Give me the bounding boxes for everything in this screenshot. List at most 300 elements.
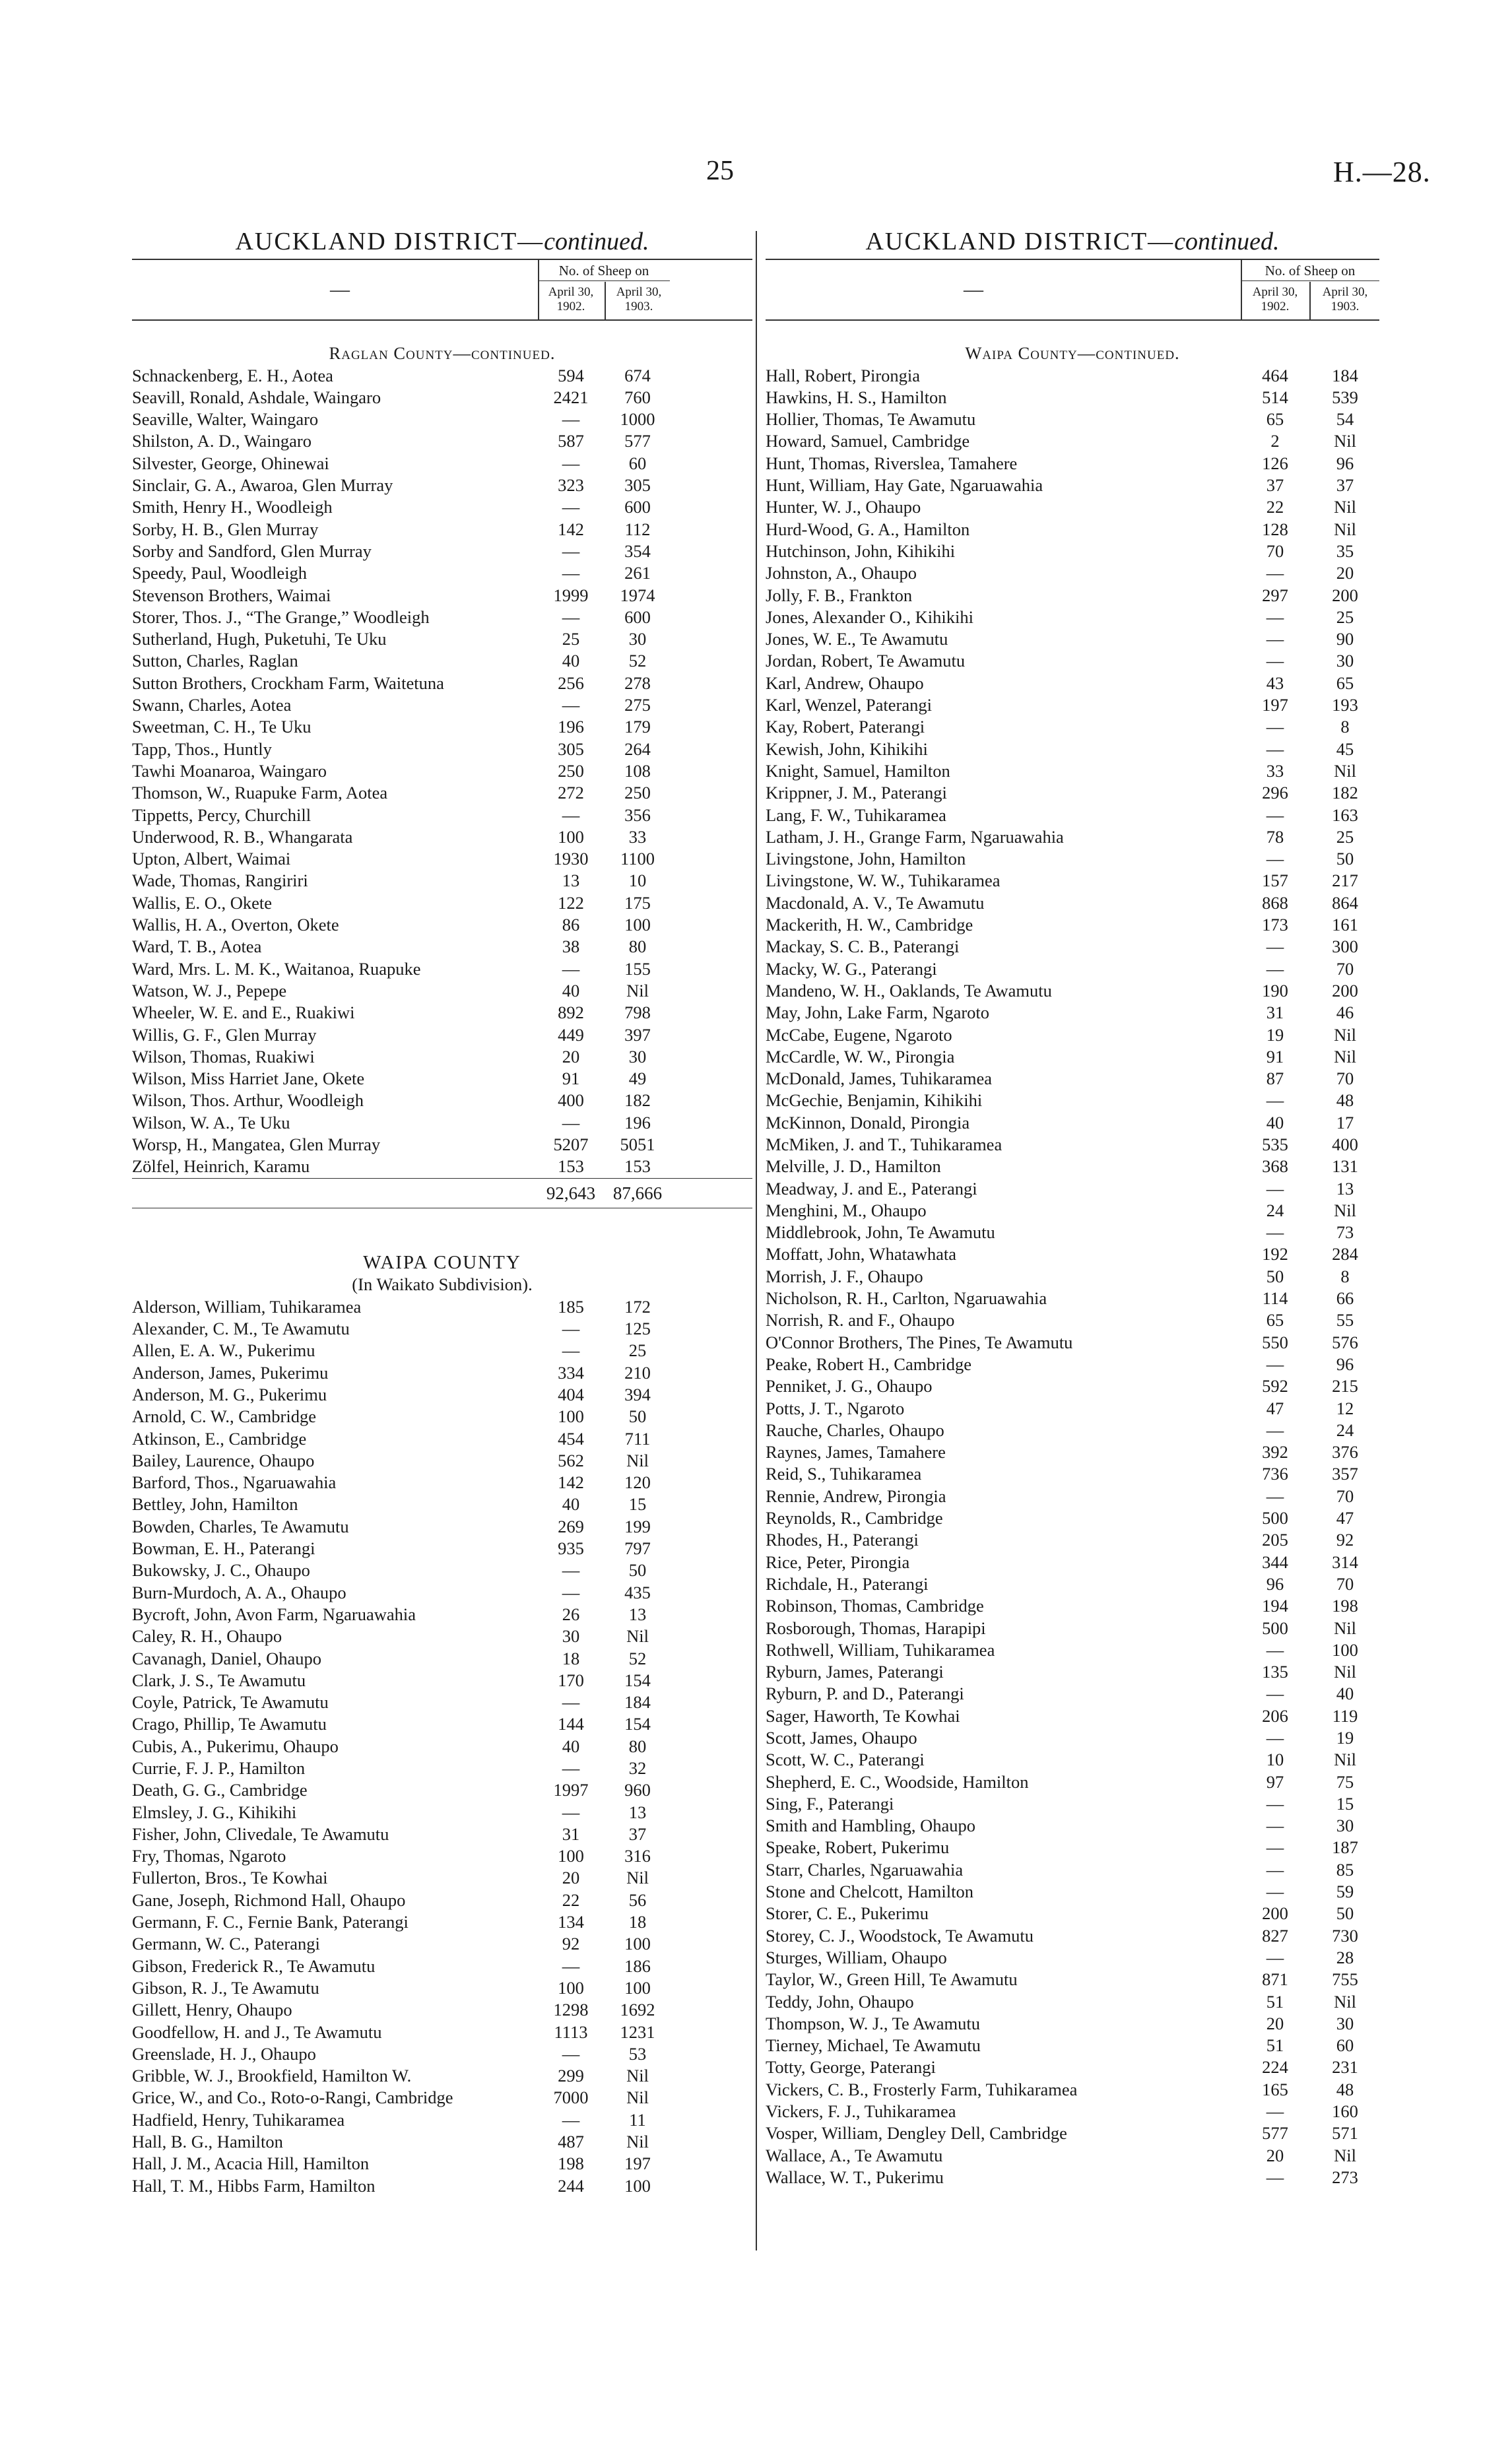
owner-name: Macky, W. G., Paterangi xyxy=(766,958,937,979)
sheep-1903: 197 xyxy=(624,2153,651,2174)
owner-name: Sutton Brothers, Crockham Farm, Waitetuna xyxy=(132,673,444,693)
sheep-1902: — xyxy=(562,541,580,561)
table-row xyxy=(132,1867,752,1889)
sheep-1903: Nil xyxy=(626,2132,649,2152)
owner-name: Moffatt, John, Whatawhata xyxy=(766,1244,956,1264)
owner-name: Hollier, Thomas, Te Awamutu xyxy=(766,409,976,430)
sheep-1903: Nil xyxy=(1334,1200,1356,1220)
sheep-1903: 161 xyxy=(1332,915,1358,935)
sheep-1903: 154 xyxy=(624,1670,651,1690)
left-header-1903: April 30, 1903. xyxy=(616,285,662,313)
owner-name: Wilson, Miss Harriet Jane, Okete xyxy=(132,1068,365,1089)
sheep-1903: 55 xyxy=(1336,1310,1354,1330)
sheep-1902: 535 xyxy=(1262,1134,1288,1154)
sheep-1902: 13 xyxy=(562,870,580,891)
owner-name: Potts, J. T., Ngaroto xyxy=(766,1398,905,1418)
sheep-1903: 119 xyxy=(1332,1705,1358,1726)
owner-name: Swann, Charles, Aotea xyxy=(132,695,292,715)
owner-name: Rennie, Andrew, Pirongia xyxy=(766,1486,946,1506)
table-row xyxy=(766,1222,1379,1243)
owner-name: Hunt, Thomas, Riverslea, Tamahere xyxy=(766,453,1018,473)
table-row xyxy=(132,1582,752,1604)
sheep-1903: 85 xyxy=(1336,1859,1354,1880)
table-row xyxy=(132,1134,752,1156)
table-row xyxy=(766,1618,1379,1639)
owner-name: Barford, Thos., Ngaruawahia xyxy=(132,1472,337,1493)
sheep-1903: Nil xyxy=(1334,1662,1356,1682)
owner-name: McGechie, Benjamin, Kihikihi xyxy=(766,1090,983,1111)
table-row xyxy=(132,1757,752,1779)
sheep-1903: 376 xyxy=(1332,1442,1358,1462)
table-row xyxy=(132,2175,752,2197)
table-row xyxy=(132,936,752,958)
table-row xyxy=(766,2013,1379,2035)
table-row xyxy=(132,628,752,650)
sheep-1902: 100 xyxy=(558,1846,584,1866)
table-row xyxy=(766,936,1379,958)
right-header-dash: — xyxy=(964,279,983,300)
table-row xyxy=(132,1046,752,1068)
owner-name: Reid, S., Tuhikaramea xyxy=(766,1464,922,1484)
table-row xyxy=(766,650,1379,672)
owner-name: Hurd-Wood, G. A., Hamilton xyxy=(766,519,970,539)
table-row xyxy=(132,1604,752,1626)
owner-name: Fisher, John, Clivedale, Te Awamutu xyxy=(132,1823,389,1844)
owner-name: Shilston, A. D., Waingaro xyxy=(132,431,312,451)
sheep-1902: 500 xyxy=(1262,1618,1288,1638)
owner-name: Ward, Mrs. L. M. K., Waitanoa, Ruapuke xyxy=(132,958,421,979)
sheep-1902: 2 xyxy=(1270,431,1280,451)
sheep-1903: 48 xyxy=(1336,2079,1354,2099)
owner-name: Hall, B. G., Hamilton xyxy=(132,2132,283,2152)
sheep-1903: 52 xyxy=(628,651,647,671)
table-row xyxy=(766,1837,1379,1858)
sheep-1902: 65 xyxy=(1266,409,1284,430)
sheep-1903: 397 xyxy=(624,1024,651,1045)
sheep-1902: — xyxy=(562,695,580,715)
sheep-1902: 297 xyxy=(1262,585,1288,605)
left-header-1902: April 30, 1902. xyxy=(548,285,594,313)
sheep-1902: — xyxy=(562,607,580,627)
owner-name: McKinnon, Donald, Pirongia xyxy=(766,1112,970,1133)
table-row xyxy=(132,519,752,541)
sheep-1903: 59 xyxy=(1336,1882,1354,1902)
sheep-1903: 200 xyxy=(1332,980,1358,1001)
sheep-1903: 11 xyxy=(629,2109,646,2130)
sheep-1903: Nil xyxy=(626,1868,649,1888)
sheep-1902: 31 xyxy=(562,1823,580,1844)
owner-name: Hawkins, H. S., Hamilton xyxy=(766,387,947,407)
owner-name: Karl, Wenzel, Paterangi xyxy=(766,695,932,715)
table-row xyxy=(766,760,1379,782)
table-row xyxy=(132,650,752,672)
sheep-1902: 91 xyxy=(1266,1046,1284,1067)
owner-name: Norrish, R. and F., Ohaupo xyxy=(766,1310,955,1330)
owner-name: Richdale, H., Paterangi xyxy=(766,1573,929,1594)
sheep-1903: 90 xyxy=(1336,629,1354,649)
sheep-1903: 571 xyxy=(1332,2123,1358,2144)
sheep-1902: 20 xyxy=(1266,2145,1284,2165)
sheep-1902: — xyxy=(1266,958,1284,979)
sheep-1903: 45 xyxy=(1336,739,1354,759)
sheep-1902: 40 xyxy=(562,1736,580,1756)
sheep-1903: 250 xyxy=(624,783,651,803)
sheep-1902: — xyxy=(562,1758,580,1778)
sheep-1903: 199 xyxy=(624,1516,651,1536)
table-row xyxy=(132,848,752,870)
owner-name: Gibson, R. J., Te Awamutu xyxy=(132,1977,319,1998)
sheep-1903: 1000 xyxy=(620,409,655,430)
table-row xyxy=(766,453,1379,475)
table-row xyxy=(132,2131,752,2153)
owner-name: Death, G. G., Cambridge xyxy=(132,1780,308,1800)
owner-name: Thomson, W., Ruapuke Farm, Aotea xyxy=(132,783,388,803)
sheep-1902: 514 xyxy=(1262,387,1288,407)
owner-name: Livingstone, W. W., Tuhikaramea xyxy=(766,870,1001,891)
left-table-header xyxy=(132,259,752,321)
column-divider xyxy=(756,231,757,2250)
sheep-1902: 587 xyxy=(558,431,584,451)
left-rows-raglan xyxy=(132,365,752,1178)
owner-name: Speake, Robert, Pukerimu xyxy=(766,1837,950,1858)
owner-name: Wheeler, W. E. and E., Ruakiwi xyxy=(132,1002,355,1023)
sheep-1902: 935 xyxy=(558,1538,584,1559)
sheep-1903: 305 xyxy=(624,475,651,496)
table-row xyxy=(132,475,752,496)
table-row xyxy=(766,1815,1379,1837)
owner-name: Stevenson Brothers, Waimai xyxy=(132,585,331,605)
sheep-1903: Nil xyxy=(626,1626,649,1647)
sheep-1903: 356 xyxy=(624,805,651,825)
sheep-1902: 185 xyxy=(558,1296,584,1317)
sheep-1902: — xyxy=(1266,1837,1284,1858)
sheep-1902: 5207 xyxy=(553,1134,589,1154)
sheep-1903: 52 xyxy=(628,1648,647,1668)
owner-name: Totty, George, Paterangi xyxy=(766,2057,936,2078)
owner-name: Vickers, C. B., Frosterly Farm, Tuhikaramea xyxy=(766,2079,1078,2099)
sheep-1902: 78 xyxy=(1266,826,1284,847)
table-row xyxy=(766,980,1379,1002)
owner-name: Wallis, E. O., Okete xyxy=(132,892,273,913)
sheep-1902: 250 xyxy=(558,760,584,781)
sheep-1903: 60 xyxy=(1336,2035,1354,2056)
sheep-1902: — xyxy=(1266,2101,1284,2122)
owner-name: Wallace, W. T., Pukerimu xyxy=(766,2167,944,2187)
table-row xyxy=(132,1112,752,1134)
table-row xyxy=(132,1626,752,1647)
owner-name: Wilson, Thos. Arthur, Woodleigh xyxy=(132,1090,364,1111)
sheep-1902: 449 xyxy=(558,1024,584,1045)
table-row xyxy=(132,1955,752,1977)
sheep-1903: 186 xyxy=(624,1955,651,1976)
owner-name: Rosborough, Thomas, Harapipi xyxy=(766,1618,986,1638)
sheep-1903: 19 xyxy=(1336,1728,1354,1748)
owner-name: Hutchinson, John, Kihikihi xyxy=(766,541,956,561)
table-row xyxy=(766,2145,1379,2167)
table-row xyxy=(132,496,752,518)
table-row xyxy=(132,980,752,1002)
sheep-1902: — xyxy=(1266,1639,1284,1660)
sheep-1903: 755 xyxy=(1332,1969,1358,1990)
table-row xyxy=(766,430,1379,452)
table-row xyxy=(766,1243,1379,1265)
sheep-1902: — xyxy=(1266,1420,1284,1440)
spacer xyxy=(132,1208,752,1230)
table-row xyxy=(132,1068,752,1090)
table-row xyxy=(766,2035,1379,2056)
table-row xyxy=(766,1903,1379,1924)
sheep-1902: 40 xyxy=(562,980,580,1001)
sheep-1903: 217 xyxy=(1332,870,1358,891)
sheep-1902: 100 xyxy=(558,1977,584,1998)
sheep-1903: Nil xyxy=(1334,1024,1356,1045)
sheep-1902: — xyxy=(562,1560,580,1581)
owner-name: Morrish, J. F., Ohaupo xyxy=(766,1266,923,1286)
sheep-1902: — xyxy=(562,1319,580,1339)
owner-name: Melville, J. D., Hamilton xyxy=(766,1156,941,1177)
table-row xyxy=(766,1046,1379,1068)
table-row xyxy=(766,1859,1379,1881)
sheep-1903: 187 xyxy=(1332,1837,1358,1858)
sheep-1902: 157 xyxy=(1262,870,1288,891)
table-row xyxy=(766,1639,1379,1661)
owner-name: Knight, Samuel, Hamilton xyxy=(766,760,950,781)
right-header-rule xyxy=(1309,282,1311,319)
sheep-1902: — xyxy=(562,563,580,583)
sheep-1902: — xyxy=(562,1802,580,1822)
sheep-1903: 435 xyxy=(624,1582,651,1602)
sheep-1903: 13 xyxy=(1336,1178,1354,1199)
sheep-1903: 1231 xyxy=(620,2021,655,2042)
right-rows-waipa xyxy=(766,365,1379,2189)
owner-name: Bukowsky, J. C., Ohaupo xyxy=(132,1560,310,1581)
table-row xyxy=(766,1375,1379,1397)
left-column xyxy=(132,224,752,2197)
left-section-waipa: WAIPA COUNTY xyxy=(363,1252,521,1274)
owner-name: Hall, Robert, Pirongia xyxy=(766,365,921,385)
owner-name: Watson, W. J., Pepepe xyxy=(132,980,287,1001)
table-row xyxy=(132,1318,752,1340)
sheep-1902: 577 xyxy=(1262,2123,1288,2144)
sheep-1902: — xyxy=(1266,1090,1284,1111)
sheep-1902: 892 xyxy=(558,1002,584,1023)
sheep-1902: 323 xyxy=(558,475,584,496)
sheep-1903: 261 xyxy=(624,563,651,583)
table-row xyxy=(766,2122,1379,2144)
sheep-1903: Nil xyxy=(1334,431,1356,451)
sheep-1902: 19 xyxy=(1266,1024,1284,1045)
sheep-1903: 179 xyxy=(624,717,651,737)
table-row xyxy=(132,1362,752,1384)
owner-name: Storer, Thos. J., “The Grange,” Woodleigh xyxy=(132,607,430,627)
sheep-1902: — xyxy=(562,2043,580,2064)
owner-name: Hadfield, Henry, Tuhikaramea xyxy=(132,2109,345,2130)
sheep-1902: 1113 xyxy=(554,2021,588,2042)
sheep-1903: 70 xyxy=(1336,1068,1354,1089)
owner-name: Alderson, William, Tuhikaramea xyxy=(132,1296,362,1317)
owner-name: May, John, Lake Farm, Ngaroto xyxy=(766,1002,990,1023)
sheep-1902: — xyxy=(562,1955,580,1976)
sheep-1902: 40 xyxy=(562,651,580,671)
table-row xyxy=(132,1670,752,1691)
table-row xyxy=(766,739,1379,760)
sheep-1903: 278 xyxy=(624,673,651,693)
owner-name: Crago, Phillip, Te Awamutu xyxy=(132,1714,327,1734)
owner-name: Wilson, Thomas, Ruakiwi xyxy=(132,1046,315,1067)
sheep-1903: 600 xyxy=(624,497,651,517)
table-row xyxy=(132,1911,752,1933)
table-row xyxy=(766,673,1379,694)
left-total-row xyxy=(132,1178,752,1208)
table-row xyxy=(132,1999,752,2021)
table-row xyxy=(766,496,1379,518)
owner-name: Clark, J. S., Te Awamutu xyxy=(132,1670,306,1690)
owner-name: Bettley, John, Hamilton xyxy=(132,1494,298,1515)
sheep-1903: 182 xyxy=(624,1090,651,1111)
sheep-1902: 194 xyxy=(1262,1596,1288,1616)
table-row xyxy=(132,914,752,936)
table-row xyxy=(132,892,752,914)
spacer xyxy=(132,1230,752,1252)
total-1903: 87,666 xyxy=(612,1183,663,1203)
sheep-1903: 73 xyxy=(1336,1222,1354,1243)
sheep-1903: 50 xyxy=(1336,849,1354,869)
table-row xyxy=(132,1889,752,1911)
owner-name: Shepherd, E. C., Woodside, Hamilton xyxy=(766,1771,1029,1792)
sheep-1902: — xyxy=(1266,1354,1284,1374)
sheep-1903: 576 xyxy=(1332,1332,1358,1352)
sheep-1902: 51 xyxy=(1266,2035,1284,2056)
table-row xyxy=(766,1332,1379,1354)
owner-name: Gane, Joseph, Richmond Hall, Ohaupo xyxy=(132,1889,406,1910)
sheep-1902: 20 xyxy=(562,1868,580,1888)
sheep-1903: 13 xyxy=(628,1802,647,1822)
sheep-1903: 153 xyxy=(624,1156,651,1177)
sheep-1903: 394 xyxy=(624,1384,651,1404)
sheep-1902: 126 xyxy=(1262,453,1288,473)
table-row xyxy=(766,1156,1379,1177)
owner-name: Sutton, Charles, Raglan xyxy=(132,651,298,671)
table-row xyxy=(766,716,1379,738)
sheep-1903: 96 xyxy=(1336,453,1354,473)
table-row xyxy=(132,1736,752,1757)
owner-name: Cavanagh, Daniel, Ohaupo xyxy=(132,1648,321,1668)
sheep-1902: 871 xyxy=(1262,1969,1288,1990)
owner-name: Storer, C. E., Pukerimu xyxy=(766,1903,929,1924)
sheep-1902: 256 xyxy=(558,673,584,693)
total-1902: 92,643 xyxy=(546,1183,596,1203)
sheep-1903: 30 xyxy=(628,629,647,649)
table-row xyxy=(132,1450,752,1472)
owner-name: Sutherland, Hugh, Puketuhi, Te Uku xyxy=(132,629,387,649)
owner-name: Vosper, William, Dengley Dell, Cambridge xyxy=(766,2123,1067,2144)
table-row xyxy=(132,673,752,694)
owner-name: Germann, F. C., Fernie Bank, Paterangi xyxy=(132,1912,409,1932)
sheep-1902: — xyxy=(1266,1178,1284,1199)
table-row xyxy=(766,541,1379,562)
sheep-1903: 25 xyxy=(1336,826,1354,847)
sheep-1902: 868 xyxy=(1262,892,1288,913)
sheep-1902: 22 xyxy=(562,1889,580,1910)
owner-name: Krippner, J. M., Paterangi xyxy=(766,783,947,803)
sheep-1902: — xyxy=(1266,717,1284,737)
sheep-1902: 296 xyxy=(1262,783,1288,803)
owner-name: Germann, W. C., Paterangi xyxy=(132,1934,320,1954)
sheep-1903: 273 xyxy=(1332,2167,1358,2187)
sheep-1902: 500 xyxy=(1262,1508,1288,1528)
sheep-1902: 197 xyxy=(1262,695,1288,715)
table-row xyxy=(132,1002,752,1024)
sheep-1902: 40 xyxy=(1266,1112,1284,1133)
table-row xyxy=(766,1661,1379,1683)
table-row xyxy=(766,892,1379,914)
owner-name: Ward, T. B., Aotea xyxy=(132,936,262,957)
table-row xyxy=(132,1428,752,1450)
owner-name: Atkinson, E., Cambridge xyxy=(132,1428,307,1449)
table-row xyxy=(766,1200,1379,1222)
sheep-1902: — xyxy=(562,409,580,430)
sheep-1903: Nil xyxy=(1334,1046,1356,1067)
sheep-1902: — xyxy=(1266,563,1284,583)
sheep-1902: 173 xyxy=(1262,915,1288,935)
owner-name: Gibson, Frederick R., Te Awamutu xyxy=(132,1955,376,1976)
table-row xyxy=(766,1266,1379,1288)
owner-name: Bycroft, John, Avon Farm, Ngaruawahia xyxy=(132,1604,416,1624)
sheep-1902: 100 xyxy=(558,1406,584,1427)
table-row xyxy=(766,1947,1379,1969)
table-row xyxy=(132,409,752,430)
sheep-1902: — xyxy=(562,805,580,825)
table-row xyxy=(132,1802,752,1823)
sheep-1902: 122 xyxy=(558,892,584,913)
sheep-1903: Nil xyxy=(626,2066,649,2086)
owner-name: Underwood, R. B., Whangarata xyxy=(132,826,353,847)
table-row xyxy=(766,870,1379,892)
sheep-1902: 25 xyxy=(562,629,580,649)
owner-name: Zölfel, Heinrich, Karamu xyxy=(132,1156,310,1177)
table-row xyxy=(766,694,1379,716)
right-section-waipa: Waipa County—continued. xyxy=(965,343,1180,364)
sheep-1903: 182 xyxy=(1332,783,1358,803)
sheep-1903: 125 xyxy=(624,1319,651,1339)
sheep-1902: — xyxy=(562,1582,580,1602)
table-row xyxy=(132,760,752,782)
owner-name: Wallis, H. A., Overton, Okete xyxy=(132,915,339,935)
sheep-1902: 96 xyxy=(1266,1573,1284,1594)
sheep-1903: 400 xyxy=(1332,1134,1358,1154)
sheep-1903: 54 xyxy=(1336,409,1354,430)
sheep-1902: 165 xyxy=(1262,2079,1288,2099)
sheep-1903: 50 xyxy=(628,1406,647,1427)
owner-name: Starr, Charles, Ngaruawahia xyxy=(766,1859,964,1880)
owner-name: Anderson, M. G., Pukerimu xyxy=(132,1384,327,1404)
sheep-1902: 87 xyxy=(1266,1068,1284,1089)
owner-name: Sager, Haworth, Te Kowhai xyxy=(766,1705,960,1726)
table-row xyxy=(132,694,752,716)
owner-name: Burn-Murdoch, A. A., Ohaupo xyxy=(132,1582,346,1602)
sheep-1902: 224 xyxy=(1262,2057,1288,2078)
sheep-1903: 711 xyxy=(624,1428,651,1449)
sheep-1902: — xyxy=(1266,1947,1284,1967)
table-row xyxy=(766,782,1379,804)
sheep-1902: 736 xyxy=(1262,1464,1288,1484)
sheep-1902: 100 xyxy=(558,826,584,847)
owner-name: Rhodes, H., Paterangi xyxy=(766,1530,919,1550)
sheep-1902: 198 xyxy=(558,2153,584,2174)
sheep-1902: — xyxy=(1266,1882,1284,1902)
sheep-1903: 25 xyxy=(628,1340,647,1361)
sheep-1902: — xyxy=(1266,651,1284,671)
